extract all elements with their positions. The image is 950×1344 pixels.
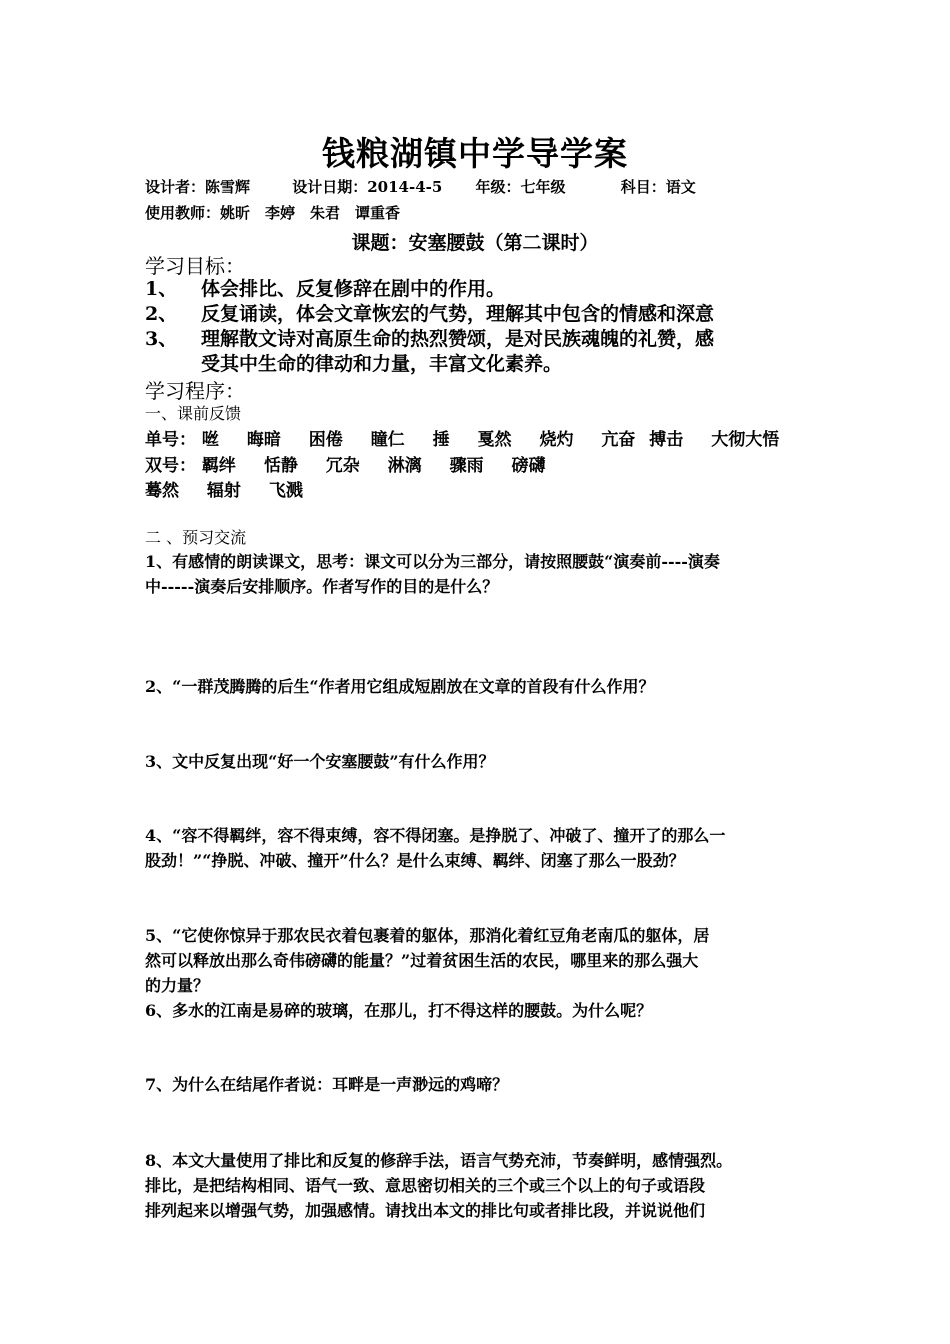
single-words-row — [145, 425, 801, 450]
objective-number: 1、 — [145, 278, 178, 300]
vocab-word: 大彻大悟 — [711, 430, 780, 450]
objective-number: 3、 — [145, 328, 178, 350]
double-label: 双号： — [145, 456, 196, 476]
objective-2 — [145, 299, 714, 326]
single-label: 单号： — [145, 430, 196, 450]
grade: 年级：七年级 — [475, 178, 566, 196]
question-4-line-2: 股劲！”“挣脱、冲破、撞开”什么？是什么束缚、羁绊、闭塞了那么一股劲？ — [145, 851, 685, 870]
question-8-line-1: 8、本文大量使用了排比和反复的修辞手法，语言气势充沛，节奏鲜明，感情强烈。 — [145, 1151, 733, 1170]
vocab-word: 辐射 — [206, 481, 241, 501]
objective-text: 体会排比、反复修辞在剧中的作用。 — [201, 278, 506, 300]
lesson-title: 课题：安塞腰鼓（第二课时） — [351, 232, 599, 254]
vocab-word: 骤雨 — [449, 456, 484, 476]
teachers: 使用教师：姚昕 李婷 朱君 谭重香 — [145, 204, 401, 222]
vocab-word: 戛然 — [477, 430, 512, 450]
vocab-word: 捶 — [432, 430, 450, 450]
vocab-word: 晦暗 — [246, 430, 281, 450]
meta-row-1 — [145, 176, 696, 197]
objective-1 — [145, 274, 505, 301]
objective-3 — [145, 324, 714, 351]
vocab-word: 羁绊 — [201, 456, 236, 476]
question-2: 2、“一群茂腾腾的后生“作者用它组成短剧放在文章的首段有什么作用？ — [145, 677, 655, 696]
question-3: 3、文中反复出现“好一个安塞腰鼓”有什么作用？ — [145, 752, 495, 771]
objective-number: 2、 — [145, 303, 178, 325]
question-4-line-1: 4、“容不得羁绊，容不得束缚，容不得闭塞。是挣脱了、冲破了、撞开了的那么一 — [145, 826, 726, 845]
designer: 设计者：陈雪辉 — [145, 178, 251, 196]
design-date: 设计日期：2014-4-5 — [292, 178, 443, 196]
question-1-line-1: 1、有感情的朗读课文，思考：课文可以分为三部分，请按照腰鼓“演奏前----演奏 — [145, 552, 720, 571]
extra-words-row — [145, 476, 325, 501]
double-words-row — [145, 451, 568, 476]
vocab-word: 冗杂 — [325, 456, 360, 476]
page-title: 钱粮湖镇中学导学案 — [322, 134, 628, 173]
question-1-line-2: 中-----演奏后安排顺序。作者写作的目的是什么？ — [145, 577, 499, 596]
question-5-line-1: 5、“它使你惊异于那农民衣着包裹着的躯体，那消化着红豆角老南瓜的躯体，居 — [145, 926, 710, 945]
vocab-word: 烧灼 — [539, 430, 574, 450]
objective-text: 反复诵读，体会文章恢宏的气势，理解其中包含的情感和深意 — [201, 303, 715, 325]
vocab-word: 磅礴 — [511, 456, 546, 476]
vocab-word: 困倦 — [308, 430, 343, 450]
vocab-word: 搏击 — [649, 430, 684, 450]
objectives-heading: 学习目标： — [145, 254, 245, 278]
section-preview-exchange: 二 、预习交流 — [145, 528, 247, 547]
vocab-word: 蓦然 — [145, 481, 179, 501]
vocab-word: 亢奋 — [601, 430, 636, 450]
subject: 科目：语文 — [620, 178, 696, 196]
question-8-line-2: 排比，是把结构相同、语气一致、意思密切相关的三个或三个以上的句子或语段 — [145, 1176, 706, 1195]
question-7: 7、为什么在结尾作者说：耳畔是一声渺远的鸡啼？ — [145, 1075, 509, 1094]
question-5-line-3: 的力量？ — [145, 976, 210, 995]
vocab-word: 飞溅 — [268, 481, 303, 501]
question-6: 6、多水的江南是易碎的玻璃，在那儿，打不得这样的腰鼓。为什么呢？ — [145, 1001, 653, 1020]
objective-3-continued — [145, 349, 562, 376]
procedure-heading: 学习程序： — [145, 379, 245, 403]
vocab-word: 恬静 — [263, 456, 298, 476]
vocab-word: 瞳仁 — [370, 430, 405, 450]
objective-text: 受其中生命的律动和力量，丰富文化素养。 — [201, 353, 563, 375]
section-pre-class: 一、课前反馈 — [145, 404, 242, 423]
objective-text: 理解散文诗对高原生命的热烈赞颂，是对民族魂魄的礼赞，感 — [201, 328, 715, 350]
vocab-word: 咝 — [201, 430, 219, 450]
question-8-line-3: 排列起来以增强气势，加强感情。请找出本文的排比句或者排比段，并说说他们 — [145, 1201, 706, 1220]
vocab-word: 淋漓 — [387, 456, 422, 476]
question-5-line-2: 然可以释放出那么奇伟磅礴的能量？”过着贫困生活的农民，哪里来的那么强大 — [145, 951, 699, 970]
